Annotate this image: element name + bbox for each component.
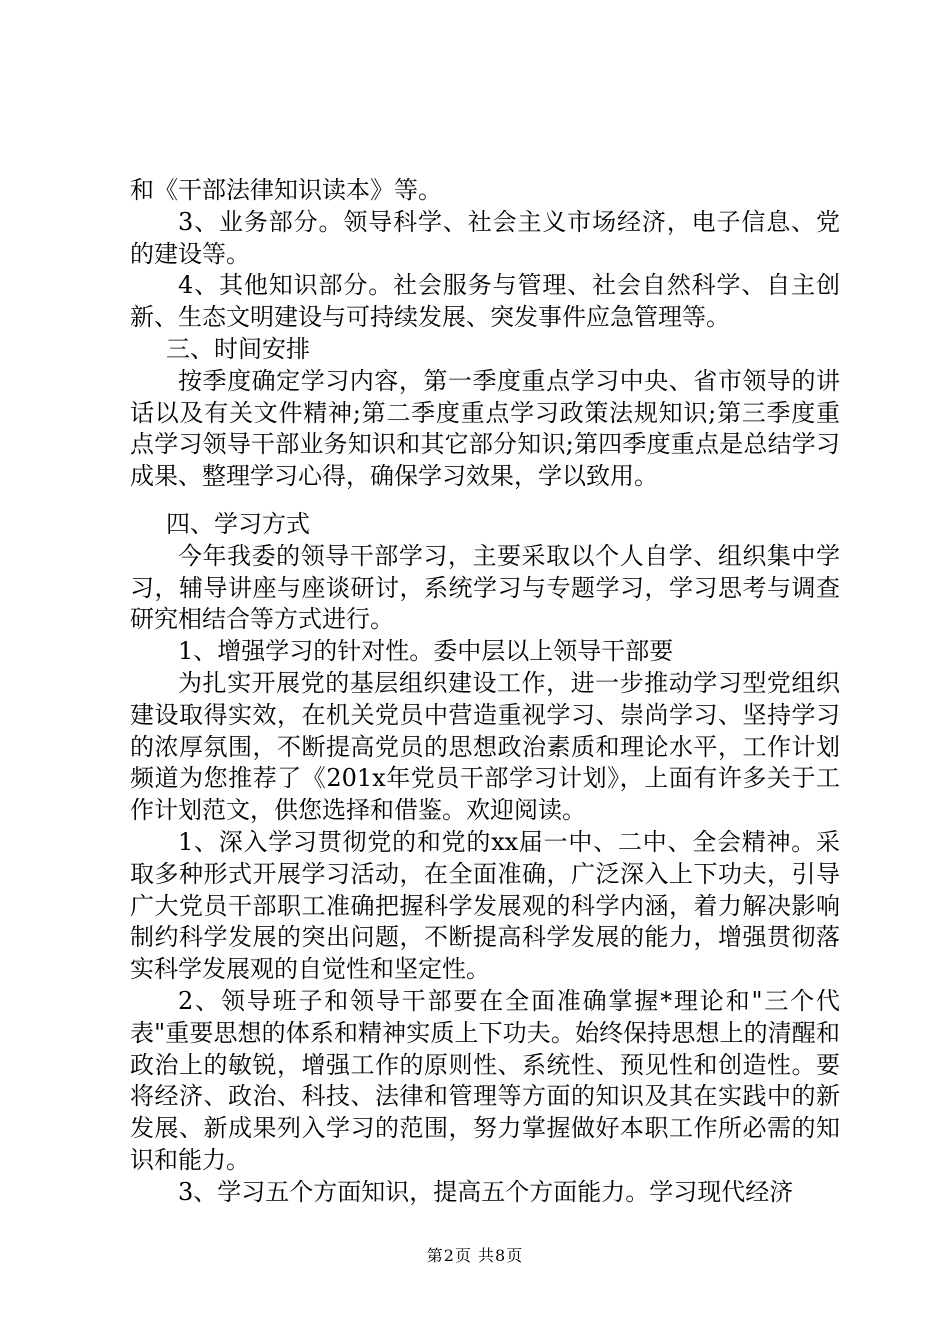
paragraph-targeted-study: 1、增强学习的针对性。委中层以上领导干部要 (178, 637, 674, 666)
paragraph-continuation: 和《干部法律知识读本》等。 (130, 176, 442, 204)
paragraph-study-methods: 今年我委的领导干部学习，主要采取以个人自学、组织集中学习，辅导讲座与座谈研讨，系统学习与专题学习，学习思考与调查研究相结合等方式进行。 (130, 541, 840, 634)
page-number-footer: 第2页 共8页 (426, 1246, 524, 1265)
paragraph-other-knowledge: 4、其他知识部分。社会服务与管理、社会自然科学、自主创新、生态文明建设与可持续发展、突发事件应急管理等。 (130, 271, 840, 332)
paragraph-intro-recommendation: 为扎实开展党的基层组织建设工作，进一步推动学习型党组织建设取得实效，在机关党员中营造重视学习、崇尚学习、坚持学习的浓厚氛围，不断提高党员的思想政治素质和理论水平，工作计划频道为您推荐了《201x年党员干部学习计划》，上面有许多关于工作计划范文，供您选择和借鉴。欢迎阅读。 (130, 668, 840, 825)
paragraph-item-3: 3、学习五个方面知识，提高五个方面能力。学习现代经济 (178, 1177, 794, 1206)
section-heading-methods: 四、学习方式 (166, 509, 310, 538)
section-heading-schedule: 三、时间安排 (166, 334, 310, 363)
document-body (130, 175, 840, 1209)
paragraph-business-section: 3、业务部分。领导科学、社会主义市场经济，电子信息、党的建设等。 (130, 207, 840, 268)
paragraph-item-2: 2、领导班子和领导干部要在全面准确掌握*理论和"三个代表"重要思想的体系和精神实质上下功夫。始终保持思想上的清醒和政治上的敏锐，增强工作的原则性、系统性、预见性和创造性。要将经济、政治、科技、法律和管理等方面的知识及其在实践中的新发展、新成果列入学习的范围，努力掌握做好本职工作所必需的知识和能力。 (130, 986, 840, 1174)
paragraph-item-1: 1、深入学习贯彻党的和党的xx届一中、二中、全会精神。采取多种形式开展学习活动，在全面准确，广泛深入上下功夫，引导广大党员干部职工准确把握科学发展观的科学内涵，着力解决影响制约科学发展的突出问题，不断提高科学发展的能力，增强贯彻落实科学发展观的自觉性和坚定性。 (130, 827, 840, 984)
paragraph-quarterly-plan: 按季度确定学习内容，第一季度重点学习中央、省市领导的讲话以及有关文件精神;第二季度重点学习政策法规知识;第三季度重点学习领导干部业务知识和其它部分知识;第四季度重点是总结学习成果、整理学习心得，确保学习效果，学以致用。 (130, 366, 840, 491)
